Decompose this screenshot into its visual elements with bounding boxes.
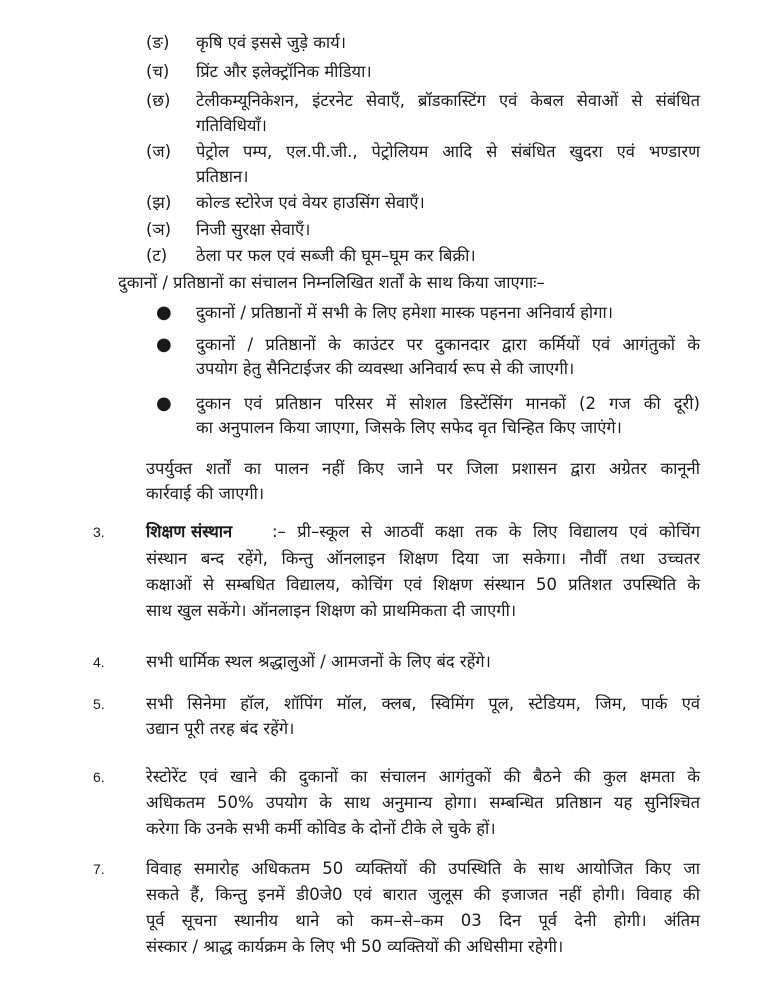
- list-item-text: ठेला पर फल एवं सब्जी की घूम–घूम कर बिक्री।: [196, 246, 476, 265]
- section-text: संस्थान बन्द रहेंगे, किन्तु ऑनलाइन शिक्षण दिया जा सकेगा। नौवीं तथा उच्चतर: [146, 549, 700, 568]
- list-item-text: निजी सुरक्षा सेवाएँ।: [196, 220, 311, 239]
- section-text: संस्कार / श्राद्ध कार्यक्रम के लिए भी 50 व्यक्तियों की अधिसीमा रहेगी।: [146, 937, 564, 956]
- conditions-note: कार्रवाई की जाएगी।: [146, 484, 265, 503]
- list-marker: (छ): [146, 91, 171, 110]
- section-text: सभी धार्मिक स्थल श्रद्धालुओं / आमजनों के लिए बंद रहेंगे।: [146, 652, 491, 671]
- list-marker: (ङ): [146, 33, 170, 52]
- section-text: कक्षाओं से सम्बधित विद्यालय, कोचिंग एवं शिक्षण संस्थान 50 प्रतिशत उपस्थिति के: [146, 575, 700, 594]
- section-number: 7.: [93, 861, 105, 877]
- list-item-text: कोल्ड स्टोरेज एवं वेयर हाउसिंग सेवाएँ।: [196, 193, 425, 212]
- condition-text: उपयोग हेतु सैनिटाईजर की व्यवस्था अनिवार्य रूप से की जाएगी।: [196, 359, 575, 378]
- list-marker: (ज): [146, 142, 172, 161]
- list-item-text: प्रिंट और इलेक्ट्रॉनिक मीडिया।: [196, 62, 372, 81]
- conditions-note: उपर्युक्त शर्तों का पालन नहीं किए जाने पर जिला प्रशासन द्वारा अग्रेतर कानूनी: [146, 459, 700, 478]
- section-number: 5.: [93, 696, 105, 712]
- list-marker: (ट): [146, 246, 168, 265]
- section-text: विवाह समारोह अधिकतम 50 व्यक्तियों की उपस्थिति के साथ आयोजित किए जा: [146, 859, 700, 878]
- list-item-text: गतिविधियाँ।: [196, 116, 267, 135]
- section-text: :– प्री–स्कूल से आठवीं कक्षा तक के लिए विद्यालय एवं कोचिंग: [272, 522, 700, 541]
- condition-text: दुकानों / प्रतिष्ठानों के काउंटर पर दुकानदार द्वारा कर्मियों एवं आगंतुकों के: [196, 335, 700, 354]
- section-text: सकते हैं, किन्तु इनमें डी0जे0 एवं बारात जुलूस की इजाजत नहीं होगी। विवाह की: [146, 885, 700, 904]
- section-number: 6.: [93, 769, 105, 785]
- list-marker: (च): [146, 62, 170, 81]
- condition-text: दुकान एवं प्रतिष्ठान परिसर में सोशल डिस्टेंसिंग मानकों (2 गज की दूरी): [196, 394, 700, 413]
- section-number: 3.: [93, 524, 105, 540]
- condition-text: दुकानों / प्रतिष्ठानों में सभी के लिए हमेशा मास्क पहनना अनिवार्य होगा।: [196, 303, 614, 322]
- bullet-icon: ●: [156, 393, 172, 414]
- list-item-text: प्रतिष्ठान।: [196, 167, 249, 186]
- conditions-intro: दुकानों / प्रतिष्ठानों का संचालन निम्नलिखित शर्तों के साथ किया जाएगाः–: [118, 273, 545, 292]
- section-text: पूर्व सूचना स्थानीय थाने को कम–से–कम 03 दिन पूर्व देनी होगी। अंतिम: [146, 911, 700, 930]
- section-text: उद्यान पूरी तरह बंद रहेंगे।: [146, 719, 295, 738]
- list-marker: (ञ): [146, 220, 172, 239]
- condition-text: का अनुपालन किया जाएगा, जिसके लिए सफेद वृत चिन्हित किए जाएंगे।: [196, 418, 622, 437]
- bullet-icon: ●: [156, 302, 172, 323]
- section-text: अधिकतम 50% उपयोग के साथ अनुमान्य होगा। सम्बन्धित प्रतिष्ठान यह सुनिश्चित: [146, 793, 700, 812]
- list-item-text: टेलीकम्यूनिकेशन, इंटरनेट सेवाएँ, ब्रॉडकास्टिंग एवं केबल सेवाओं से संबंधित: [196, 91, 700, 110]
- bullet-icon: ●: [156, 334, 172, 355]
- list-marker: (झ): [146, 193, 172, 212]
- section-text: सभी सिनेमा हॉल, शॉपिंग मॉल, क्लब, स्विमिंग पूल, स्टेडियम, जिम, पार्क एवं: [146, 694, 700, 713]
- list-item-text: पेट्रोल पम्प, एल.पी.जी., पेट्रोलियम आदि से संबंधित खुदरा एवं भण्डारण: [196, 142, 700, 161]
- list-item-text: कृषि एवं इससे जुड़े कार्य।: [196, 33, 347, 52]
- section-text: करेगा कि उनके सभी कर्मी कोविड के दोनों टीके ले चुके हों।: [146, 819, 496, 838]
- section-number: 4.: [93, 654, 105, 670]
- section-text: साथ खुल सकेंगे। ऑनलाइन शिक्षण को प्राथमिकता दी जाएगी।: [146, 601, 517, 620]
- section-text: रेस्टोरेंट एवं खाने की दुकानों का संचालन आगंतुकों की बैठने की कुल क्षमता के: [146, 767, 700, 786]
- section-heading: शिक्षण संस्थान: [146, 522, 233, 541]
